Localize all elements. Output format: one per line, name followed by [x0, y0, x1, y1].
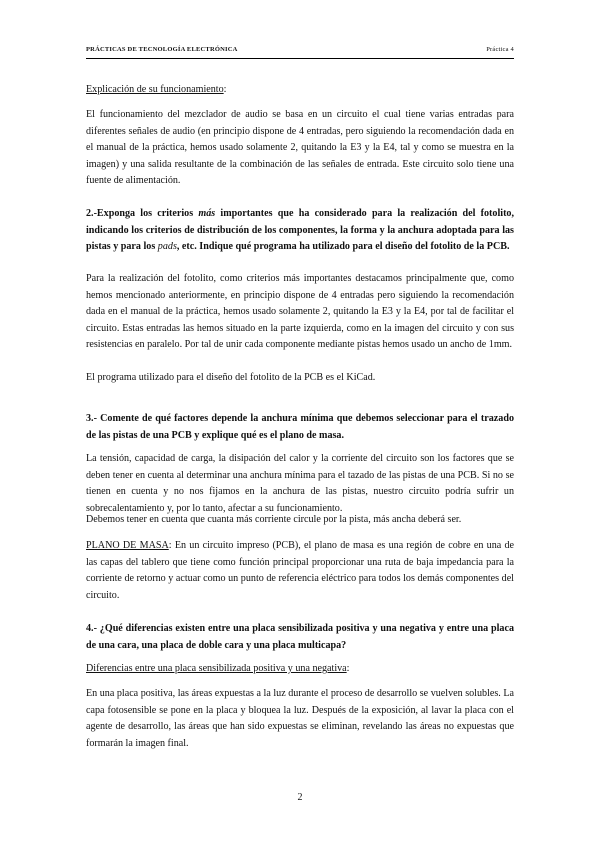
section-explanation-body: El funcionamiento del mezclador de audio se basa en un circuito el cual tiene varias entradas para diferentes señales de audio (en principio dispone de 4 entradas, pero siguiendo la recomendación dada en el manual de la práctica, hemos usado solamente 2, quitando la E3 y la E4, tal y como se muestra en la imagen) y una salida resultante de la combinación de las señales de entrada. Este circuito solo tiene una fuente de alimentación.: [86, 109, 514, 186]
question-2-text: , etc. Indique qué programa ha utilizado para el diseño del fotolito de la PCB.: [176, 241, 510, 252]
question-3-answer: La tensión, capacidad de carga, la disipación del calor y la corriente del circuito son los factores que se deben tener en cuenta al determinar una anchura mínima para el tazado de las pistas de una PCB. Si no se tienen en cuenta y no nos fijamos en la anchura de las pistas, nuestro circuito podría sufrir un sobrecalentamiento y, por lo tanto, afectar a su funcionamiento.: [86, 453, 514, 514]
ground-plane-label: PLANO DE MASA: [86, 540, 169, 551]
section-explanation-heading: [86, 82, 514, 99]
question-2: [86, 206, 514, 256]
question-3: 3.- Comente de qué factores depende la anchura mínima que debemos seleccionar para el trazado de las pistas de una PCB y explique qué es el plano de masa.: [86, 413, 514, 441]
ground-plane-paragraph: [86, 538, 514, 604]
ground-plane-text: : En un circuito impreso (PCB), el plano de masa es una región de cobre en una de las capas del tablero que tiene como función principal proporcionar una ruta de baja impedancia para la corriente de retorno y actuar como un punto de referencia eléctrico para todos los demás componentes del circuito.: [86, 540, 514, 601]
question-4-subtitle: Diferencias entre una placa sensibilizada positiva y una negativa: [86, 663, 347, 674]
question-2-italic: más: [198, 208, 216, 219]
question-4-subheading: [86, 661, 514, 678]
question-2-program: El programa utilizado para el diseño del fotolito de la PCB es el KiCad.: [86, 372, 376, 383]
question-4-answer: En una placa positiva, las áreas expuestas a la luz durante el proceso de desarrollo se vuelven solubles. La capa fotosensible se pone en la placa y bloquea la luz. Después de la exposición, al lavar la placa con el agente de desarrollo, las áreas que han sido expuestas se eliminan, revelando las áreas no expuestas que formarán la imagen final.: [86, 688, 514, 749]
header-practice-label: Práctica 4: [486, 46, 514, 53]
question-3-answer-note: Debemos tener en cuenta que cuanta más corriente circule por la pista, más ancha deberá ser.: [86, 514, 462, 525]
section-title-suffix: :: [223, 84, 227, 95]
question-4: 4.- ¿Qué diferencias existen entre una placa sensibilizada positiva y una negativa y entre una placa de una cara, una placa de doble cara y una placa multicapa?: [86, 623, 514, 651]
question-2-text: importantes que ha considerado para la realización del fotolito, indicando los criterios de distribución de los componentes, la forma y la anchura adoptada para las pistas y para los: [86, 208, 515, 252]
question-2-answer: Para la realización del fotolito, como criterios más importantes destacamos principalmente que, como hemos mencionado anteriormente, en principio dispone de 4 entradas pero siguiendo la recomendación dada en el manual de la práctica, hemos usado solamente 2, quitando la E3 y la E4, por tal de facilitar el circuito. Estas entradas las hemos situado en la parte izquierda, como en la imagen del circuito y con sus resistencias en paralelo. Por tal de unir cada componente mediante pistas hemos usado un ancho de 1mm.: [86, 273, 514, 350]
page-number: 2: [297, 792, 303, 803]
question-4-subtitle-suffix: :: [346, 663, 350, 674]
question-2-italic-pads: pads: [157, 241, 177, 252]
section-title: Explicación de su funcionamiento: [86, 84, 224, 95]
question-2-text: 2.-Exponga los criterios: [86, 208, 199, 219]
page-header: [86, 44, 514, 59]
header-title: PRÁCTICAS DE TECNOLOGÍA ELECTRÓNICA: [86, 46, 238, 53]
